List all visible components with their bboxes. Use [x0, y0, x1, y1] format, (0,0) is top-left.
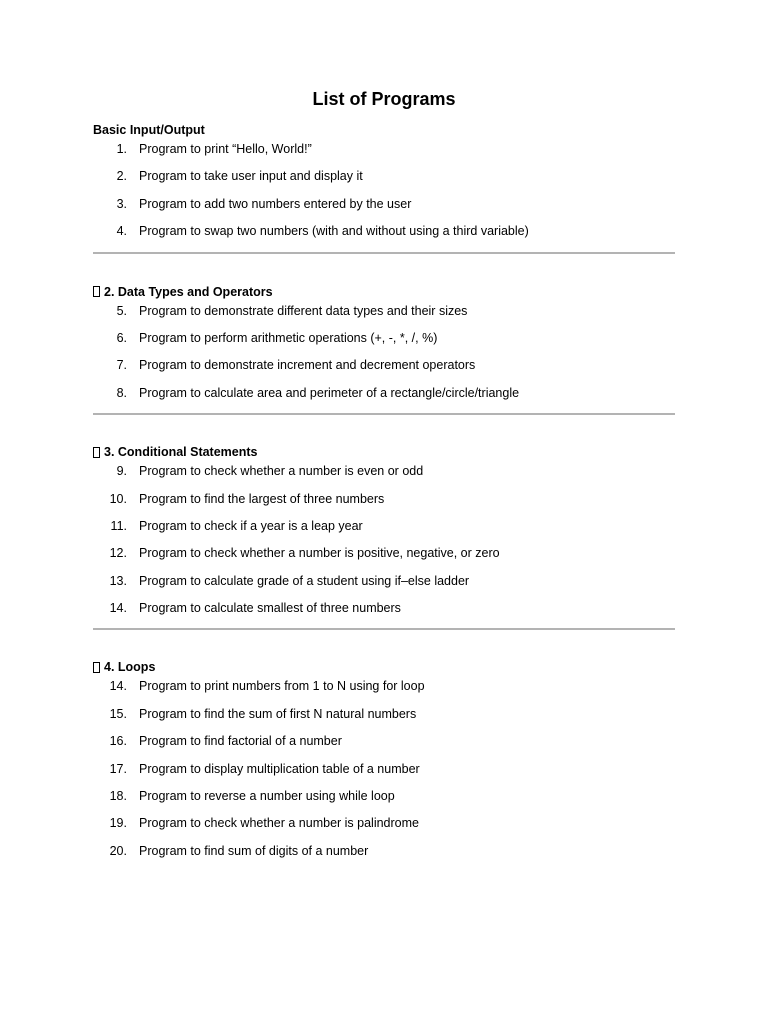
list-item — [93, 380, 675, 407]
section-2 — [93, 254, 675, 408]
list-item-text: Program to display multiplication table of a number — [139, 761, 420, 776]
list-item — [93, 673, 675, 700]
list-item-number: 1. — [116, 142, 127, 156]
list-item-number: 12. — [109, 546, 127, 561]
list-item-number: 9. — [116, 464, 127, 479]
list-item-text: Program to find the largest of three numbers — [139, 491, 385, 506]
missing-glyph-icon — [93, 286, 100, 297]
missing-glyph-icon — [93, 447, 100, 458]
list-item-text: Program to calculate smallest of three numbers — [139, 601, 401, 616]
list-item-text: Program to demonstrate different data types and their sizes — [139, 303, 468, 318]
program-list — [93, 673, 675, 865]
list-item-text: Program to perform arithmetic operations (+, -, *, /, %) — [139, 330, 438, 345]
list-item-number: 14. — [109, 601, 127, 616]
list-item-number: 2. — [116, 169, 127, 184]
list-item — [93, 513, 675, 540]
section-heading-text: 3. Conditional Statements — [104, 445, 258, 460]
list-item — [93, 810, 675, 837]
list-item-text: Program to check whether a number is palindrome — [139, 816, 419, 831]
list-item-text: Program to check if a year is a leap year — [139, 518, 363, 533]
list-item-text: Program to find factorial of a number — [139, 734, 342, 749]
list-item — [93, 458, 675, 485]
program-list — [93, 458, 675, 622]
section-heading-text: Basic Input/Output — [93, 123, 205, 137]
list-item — [93, 728, 675, 755]
list-item — [93, 352, 675, 379]
document-page — [93, 86, 675, 865]
list-item — [93, 218, 675, 245]
list-item-number: 7. — [116, 358, 127, 373]
list-item — [93, 783, 675, 810]
page-title: List of Programs — [312, 89, 456, 109]
list-item-text: Program to calculate area and perimeter of a rectangle/circle/triangle — [139, 385, 520, 400]
list-item — [93, 486, 675, 513]
section-heading-text: 2. Data Types and Operators — [104, 284, 273, 299]
list-item-number: 17. — [109, 761, 127, 776]
program-list — [93, 136, 675, 246]
list-item — [93, 540, 675, 567]
list-item-number: 5. — [116, 303, 127, 318]
list-item-number: 3. — [116, 196, 127, 211]
list-item-text: Program to reverse a number using while loop — [139, 789, 395, 804]
list-item — [93, 756, 675, 783]
list-item — [93, 568, 675, 595]
list-item-number: 6. — [116, 330, 127, 345]
sections-container — [93, 113, 675, 865]
list-item-number: 20. — [109, 843, 127, 858]
list-item-text: Program to swap two numbers (with and without using a third variable) — [139, 224, 529, 239]
missing-glyph-icon — [93, 662, 100, 673]
list-item-number: 10. — [109, 491, 127, 506]
list-item-number: 16. — [109, 734, 127, 749]
list-item-number: 8. — [116, 385, 127, 400]
list-item-text: Program to take user input and display it — [139, 169, 363, 184]
list-item-number: 19. — [109, 816, 127, 831]
section-heading-text: 4. Loops — [104, 660, 156, 675]
list-item-text: Program to add two numbers entered by the user — [139, 196, 412, 211]
list-item-number: 14. — [109, 679, 127, 694]
list-item — [93, 191, 675, 218]
list-item-text: Program to calculate grade of a student using if–else ladder — [139, 573, 470, 588]
list-item-text: Program to check whether a number is even or odd — [139, 464, 424, 479]
list-item-number: 11. — [110, 518, 127, 533]
list-item — [93, 838, 675, 865]
list-item-number: 13. — [109, 573, 127, 588]
program-list — [93, 298, 675, 408]
list-item-text: Program to print numbers from 1 to N using for loop — [139, 679, 425, 694]
section-3 — [93, 415, 675, 622]
list-item — [93, 298, 675, 325]
list-item-text: Program to find the sum of first N natural numbers — [139, 706, 417, 721]
section-1 — [93, 113, 675, 246]
list-item-text: Program to demonstrate increment and decrement operators — [139, 358, 476, 373]
section-4 — [93, 630, 675, 865]
list-item-text: Program to check whether a number is positive, negative, or zero — [139, 546, 500, 561]
list-item — [93, 701, 675, 728]
list-item — [93, 595, 675, 622]
list-item-number: 4. — [116, 224, 127, 239]
list-item — [93, 325, 675, 352]
list-item-text: Program to find sum of digits of a number — [139, 843, 369, 858]
list-item-number: 15. — [109, 706, 127, 721]
list-item-text: Program to print “Hello, World!” — [139, 142, 312, 156]
list-item — [93, 136, 675, 163]
list-item — [93, 163, 675, 190]
list-item-number: 18. — [109, 789, 127, 804]
